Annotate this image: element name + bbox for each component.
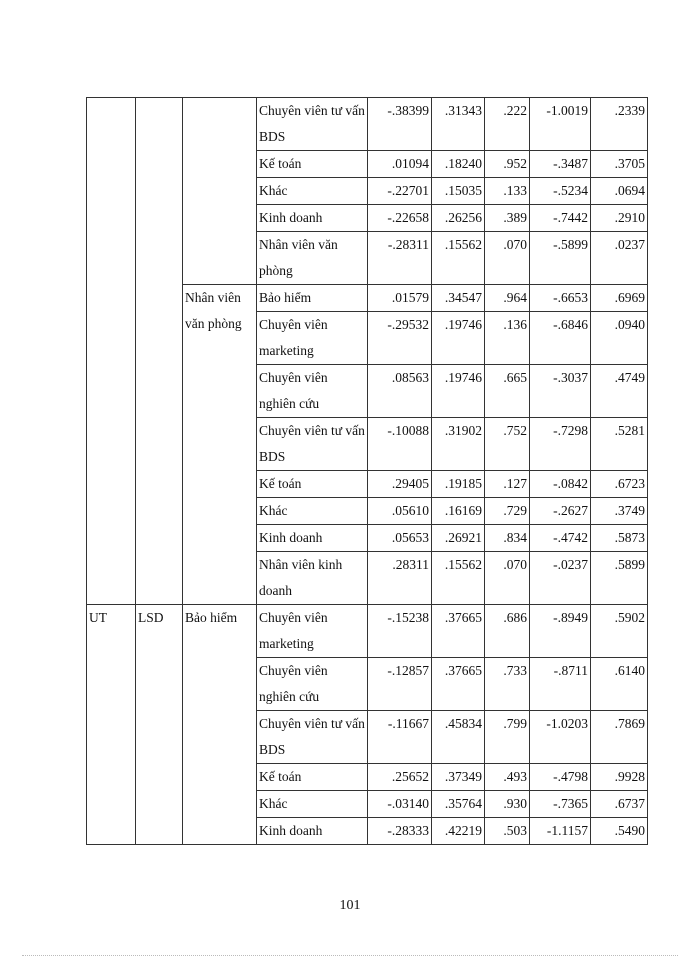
comparison-group-cell: Kế toán	[257, 764, 368, 791]
sig-cell: .070	[485, 552, 530, 605]
comparison-group-cell: Chuyên viên tư vấn BDS	[257, 711, 368, 764]
mean-difference-cell: -.38399	[368, 98, 432, 151]
mean-difference-cell: -.03140	[368, 791, 432, 818]
comparison-group-cell: Chuyên viên tư vấn BDS	[257, 98, 368, 151]
mean-difference-cell: -.12857	[368, 658, 432, 711]
std-error-cell: .37665	[432, 605, 485, 658]
sig-cell: .503	[485, 818, 530, 845]
upper-bound-cell: .0694	[591, 178, 648, 205]
upper-bound-cell: .7869	[591, 711, 648, 764]
sig-cell: .952	[485, 151, 530, 178]
table-row	[87, 605, 648, 658]
lower-bound-cell: -.0842	[530, 471, 591, 498]
comparison-group-cell: Khác	[257, 791, 368, 818]
upper-bound-cell: .6969	[591, 285, 648, 312]
page-number: 101	[339, 898, 361, 913]
mean-difference-cell: -.15238	[368, 605, 432, 658]
upper-bound-cell: .0940	[591, 312, 648, 365]
table-row	[87, 98, 648, 151]
std-error-cell: .19746	[432, 365, 485, 418]
upper-bound-cell: .6723	[591, 471, 648, 498]
mean-difference-cell: .05610	[368, 498, 432, 525]
comparison-group-cell: Kế toán	[257, 151, 368, 178]
mean-difference-cell: -.22658	[368, 205, 432, 232]
upper-bound-cell: .2339	[591, 98, 648, 151]
lower-bound-cell: -.6653	[530, 285, 591, 312]
method-cell	[136, 98, 183, 605]
reference-group-cell	[183, 98, 257, 285]
upper-bound-cell: .3705	[591, 151, 648, 178]
sig-cell: .070	[485, 232, 530, 285]
upper-bound-cell: .5902	[591, 605, 648, 658]
comparison-group-cell: Khác	[257, 178, 368, 205]
lower-bound-cell: -.4742	[530, 525, 591, 552]
reference-group-cell: Nhân viên văn phòng	[183, 285, 257, 605]
comparison-group-cell: Kinh doanh	[257, 818, 368, 845]
lower-bound-cell: -.7298	[530, 418, 591, 471]
mean-difference-cell: .28311	[368, 552, 432, 605]
std-error-cell: .42219	[432, 818, 485, 845]
lower-bound-cell: -1.0203	[530, 711, 591, 764]
lower-bound-cell: -.3487	[530, 151, 591, 178]
std-error-cell: .16169	[432, 498, 485, 525]
sig-cell: .136	[485, 312, 530, 365]
dependent-variable-cell: UT	[87, 605, 136, 845]
mean-difference-cell: .01094	[368, 151, 432, 178]
std-error-cell: .15562	[432, 232, 485, 285]
comparison-group-cell: Chuyên viên nghiên cứu	[257, 658, 368, 711]
upper-bound-cell: .4749	[591, 365, 648, 418]
comparison-group-cell: Nhân viên văn phòng	[257, 232, 368, 285]
sig-cell: .222	[485, 98, 530, 151]
sig-cell: .133	[485, 178, 530, 205]
mean-difference-cell: .05653	[368, 525, 432, 552]
lower-bound-cell: -.3037	[530, 365, 591, 418]
std-error-cell: .15035	[432, 178, 485, 205]
sig-cell: .686	[485, 605, 530, 658]
mean-difference-cell: .01579	[368, 285, 432, 312]
sig-cell: .493	[485, 764, 530, 791]
lower-bound-cell: -1.0019	[530, 98, 591, 151]
lower-bound-cell: -.6846	[530, 312, 591, 365]
std-error-cell: .19185	[432, 471, 485, 498]
lower-bound-cell: -.0237	[530, 552, 591, 605]
sig-cell: .127	[485, 471, 530, 498]
dependent-variable-cell	[87, 98, 136, 605]
comparison-group-cell: Bảo hiểm	[257, 285, 368, 312]
comparison-group-cell: Kinh doanh	[257, 205, 368, 232]
std-error-cell: .15562	[432, 552, 485, 605]
std-error-cell: .19746	[432, 312, 485, 365]
comparison-group-cell: Kinh doanh	[257, 525, 368, 552]
upper-bound-cell: .6737	[591, 791, 648, 818]
lower-bound-cell: -1.1157	[530, 818, 591, 845]
comparison-group-cell: Chuyên viên tư vấn BDS	[257, 418, 368, 471]
sig-cell: .729	[485, 498, 530, 525]
comparison-group-cell: Chuyên viên nghiên cứu	[257, 365, 368, 418]
mean-difference-cell: -.29532	[368, 312, 432, 365]
upper-bound-cell: .5899	[591, 552, 648, 605]
std-error-cell: .37349	[432, 764, 485, 791]
upper-bound-cell: .2910	[591, 205, 648, 232]
reference-group-cell: Bảo hiểm	[183, 605, 257, 845]
upper-bound-cell: .6140	[591, 658, 648, 711]
lower-bound-cell: -.2627	[530, 498, 591, 525]
mean-difference-cell: -.28333	[368, 818, 432, 845]
std-error-cell: .45834	[432, 711, 485, 764]
std-error-cell: .18240	[432, 151, 485, 178]
lower-bound-cell: -.5234	[530, 178, 591, 205]
sig-cell: .930	[485, 791, 530, 818]
comparison-group-cell: Nhân viên kinh doanh	[257, 552, 368, 605]
lower-bound-cell: -.4798	[530, 764, 591, 791]
sig-cell: .752	[485, 418, 530, 471]
std-error-cell: .34547	[432, 285, 485, 312]
comparison-group-cell: Kế toán	[257, 471, 368, 498]
upper-bound-cell: .0237	[591, 232, 648, 285]
mean-difference-cell: -.10088	[368, 418, 432, 471]
std-error-cell: .35764	[432, 791, 485, 818]
lower-bound-cell: -.5899	[530, 232, 591, 285]
lower-bound-cell: -.7442	[530, 205, 591, 232]
lower-bound-cell: -.7365	[530, 791, 591, 818]
lower-bound-cell: -.8949	[530, 605, 591, 658]
table-body	[87, 98, 648, 845]
comparison-group-cell: Chuyên viên marketing	[257, 312, 368, 365]
std-error-cell: .31902	[432, 418, 485, 471]
lower-bound-cell: -.8711	[530, 658, 591, 711]
sig-cell: .389	[485, 205, 530, 232]
mean-difference-cell: -.11667	[368, 711, 432, 764]
mean-difference-cell: .29405	[368, 471, 432, 498]
sig-cell: .665	[485, 365, 530, 418]
std-error-cell: .37665	[432, 658, 485, 711]
sig-cell: .799	[485, 711, 530, 764]
std-error-cell: .31343	[432, 98, 485, 151]
sig-cell: .964	[485, 285, 530, 312]
upper-bound-cell: .3749	[591, 498, 648, 525]
upper-bound-cell: .5490	[591, 818, 648, 845]
mean-difference-cell: -.28311	[368, 232, 432, 285]
footer-divider	[22, 955, 678, 956]
comparison-group-cell: Chuyên viên marketing	[257, 605, 368, 658]
method-cell: LSD	[136, 605, 183, 845]
std-error-cell: .26256	[432, 205, 485, 232]
upper-bound-cell: .5873	[591, 525, 648, 552]
multiple-comparisons-table	[86, 97, 648, 845]
mean-difference-cell: -.22701	[368, 178, 432, 205]
mean-difference-cell: .08563	[368, 365, 432, 418]
sig-cell: .834	[485, 525, 530, 552]
sig-cell: .733	[485, 658, 530, 711]
std-error-cell: .26921	[432, 525, 485, 552]
upper-bound-cell: .5281	[591, 418, 648, 471]
upper-bound-cell: .9928	[591, 764, 648, 791]
mean-difference-cell: .25652	[368, 764, 432, 791]
comparison-group-cell: Khác	[257, 498, 368, 525]
